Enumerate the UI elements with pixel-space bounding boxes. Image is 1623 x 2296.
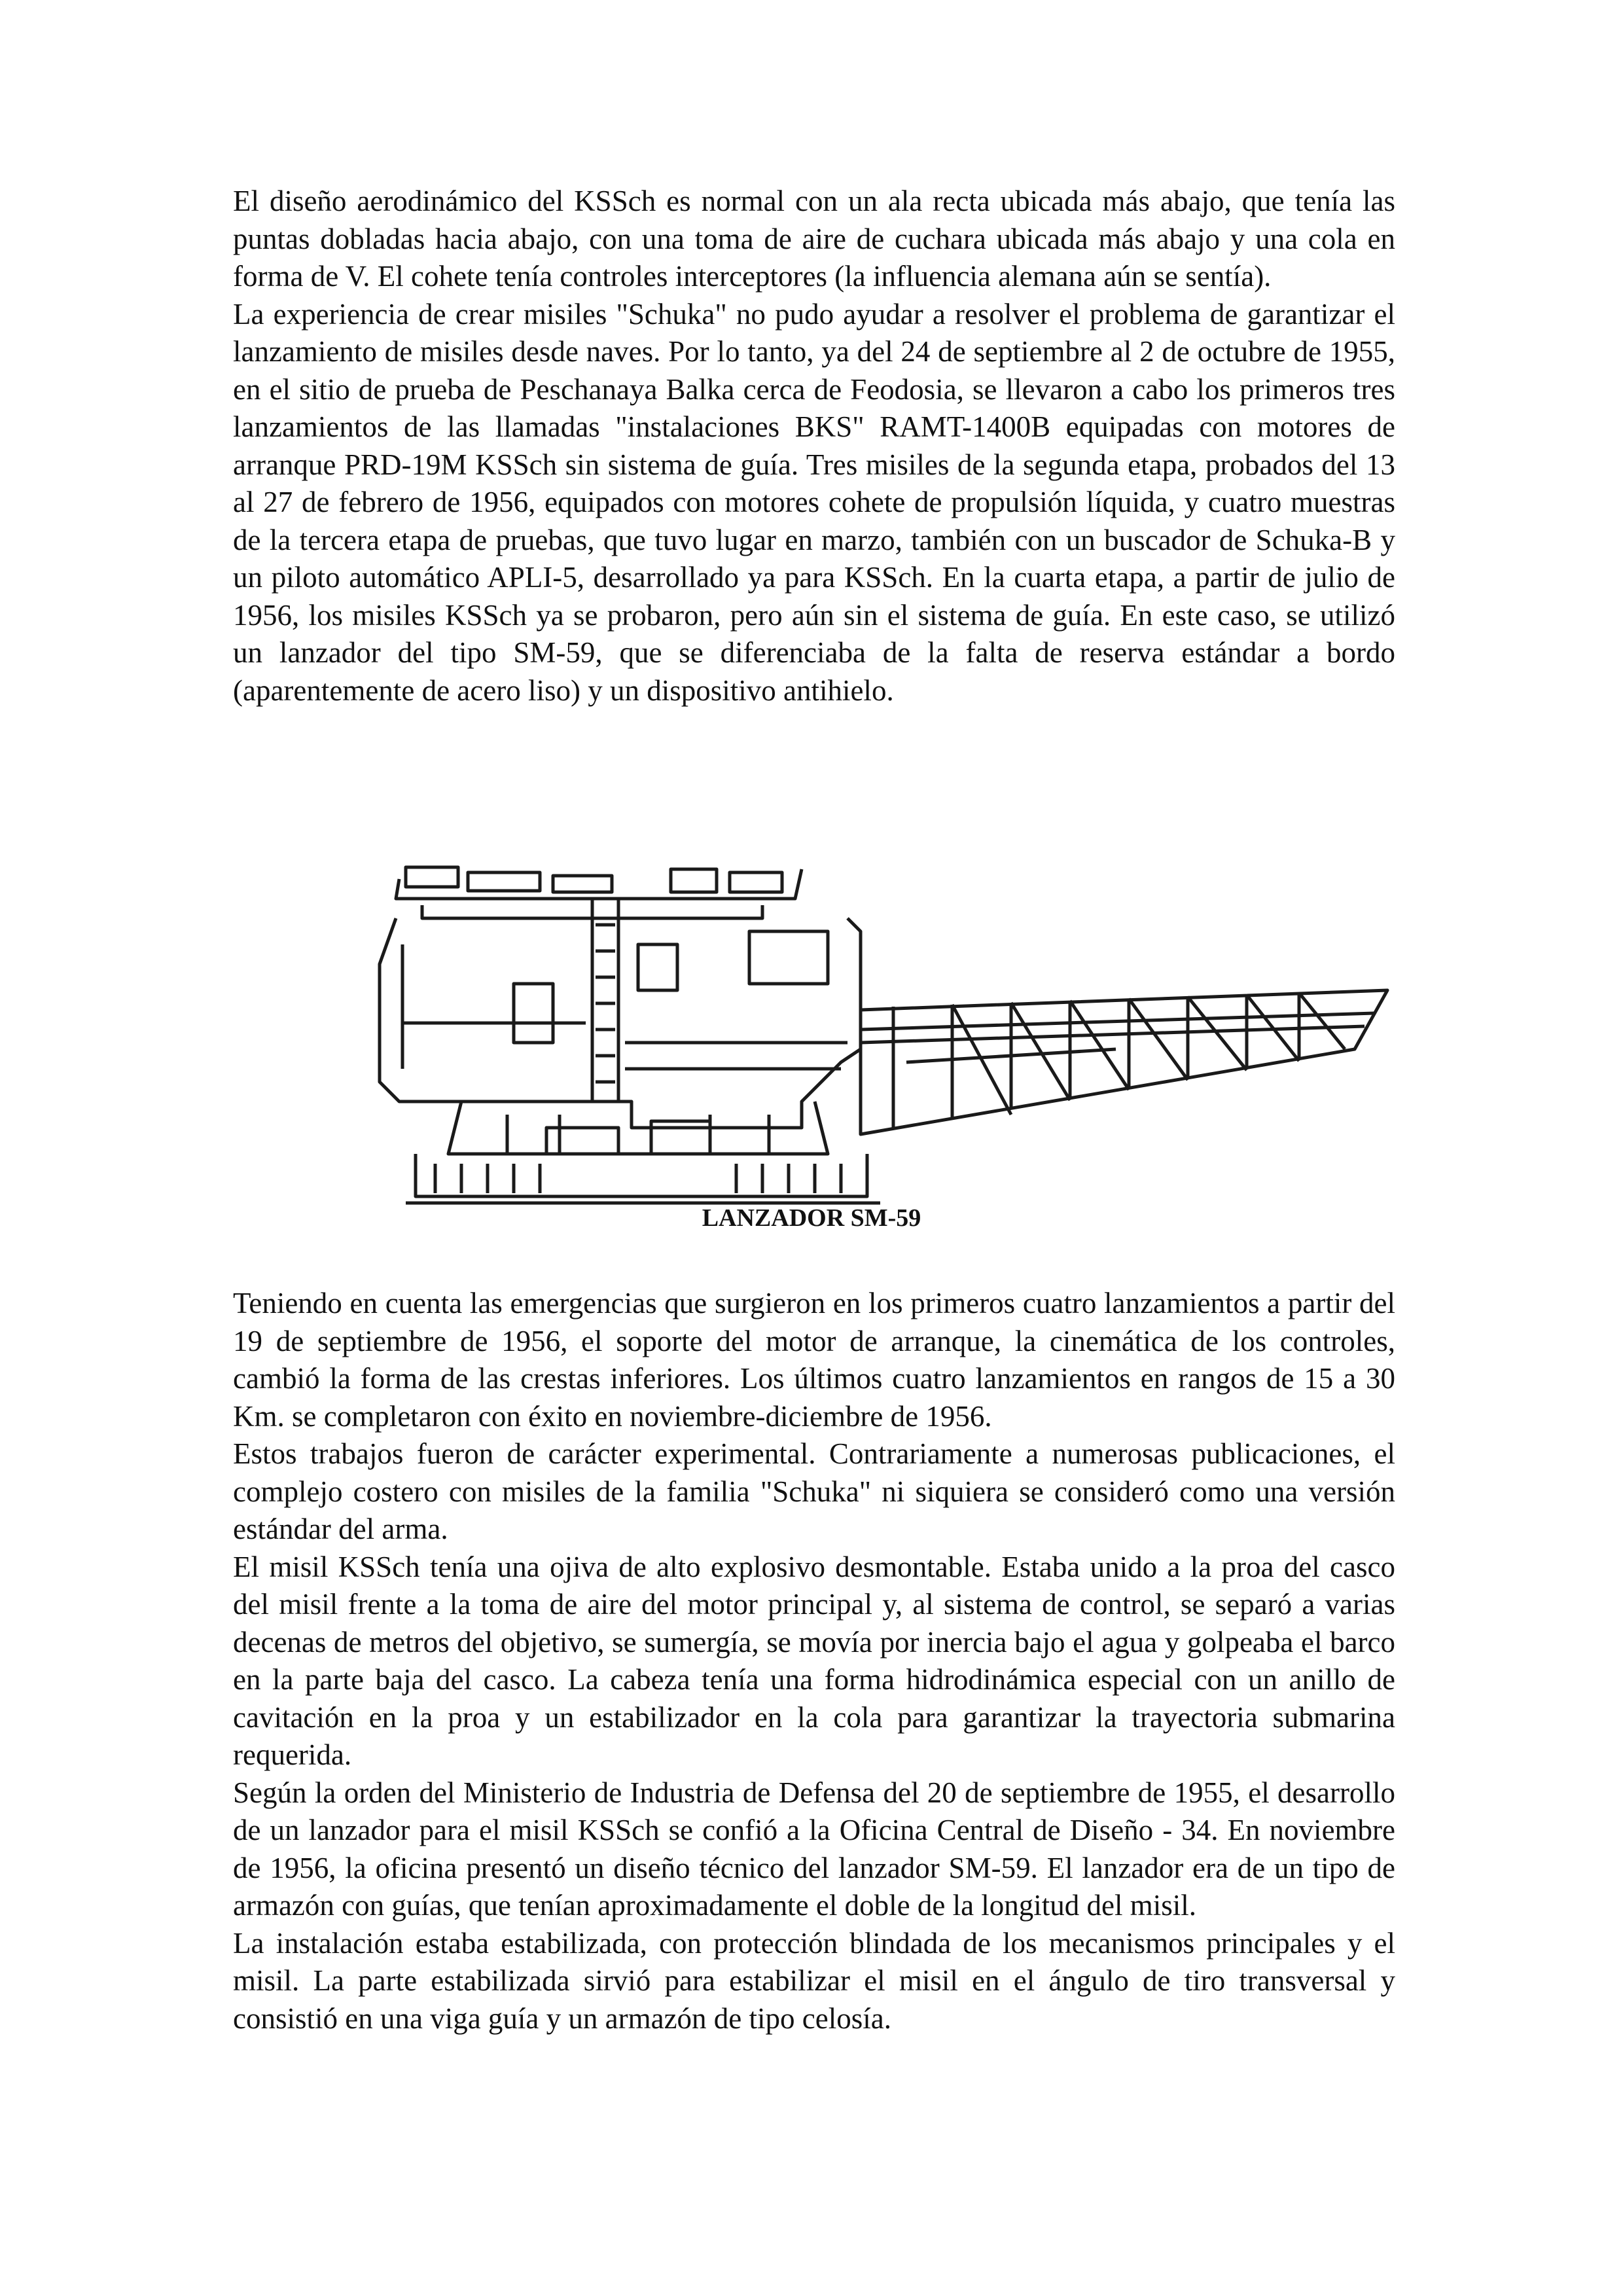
figure-caption: LANZADOR SM-59 — [702, 1204, 921, 1232]
paragraph: El misil KSSch tenía una ojiva de alto explosivo desmontable. Estaba unido a la proa del casco del misil frente a la toma de aire del motor principal y, al sistema de control, se separó a varias decenas de metros del objetivo, se sumergía, se movía por inercia bajo el agua y golpeaba el barco en la parte baja del casco. La cabeza tenía una forma hidrodinámica especial con un anillo de cavitación en la proa y un estabilizador en la cola para garantizar la trayectoria submarina requerida. — [233, 1550, 1395, 1771]
text-block-bottom — [233, 1285, 1395, 2037]
text-block-top — [233, 183, 1395, 709]
paragraph: La instalación estaba estabilizada, con protección blindada de los mecanismos principales y el misil. La parte estabilizada sirvió para estabilizar el misil en el ángulo de tiro transversal y consistió en una viga guía y un armazón de tipo celosía. — [233, 1926, 1395, 2035]
paragraph: Estos trabajos fueron de carácter experimental. Contrariamente a numerosas publicaciones, el complejo costero con misiles de la familia "Schuka" ni siquiera se consideró como una versión estándar del arma. — [233, 1437, 1395, 1545]
paragraph: Teniendo en cuenta las emergencias que surgieron en los primeros cuatro lanzamientos a partir del 19 de septiembre de 1956, el soporte del motor de arranque, la cinemática de los controles, cambió la forma de las crestas inferiores. Los últimos cuatro lanzamientos en rangos de 15 a 30 Km. se completaron con éxito en noviembre-diciembre de 1956. — [233, 1287, 1395, 1433]
paragraph: Según la orden del Ministerio de Industria de Defensa del 20 de septiembre de 1955, el desarrollo de un lanzador para el misil KSSch se confió a la Oficina Central de Diseño - 34. En noviembre de 1956, la oficina presentó un diseño técnico del lanzador SM-59. El lanzador era de un tipo de armazón con guías, que tenían aproximadamente el doble de la longitud del misil. — [233, 1776, 1395, 1922]
paragraph: El diseño aerodinámico del KSSch es normal con un ala recta ubicada más abajo, que tenía las puntas dobladas hacia abajo, con una toma de aire de cuchara ubicada más abajo y una cola en forma de V. El cohete tenía controles interceptores (la influencia alemana aún se sentía). — [233, 185, 1395, 293]
paragraph: La experiencia de crear misiles "Schuka" no pudo ayudar a resolver el problema de garantizar el lanzamiento de misiles desde naves. Por lo tanto, ya del 24 de septiembre al 2 de octubre de 1955, en el sitio de prueba de Peschanaya Balka cerca de Feodosia, se llevaron a cabo los primeros tres lanzamientos de las llamadas "instalaciones BKS" RAMT-1400B equipadas con motores de arranque PRD-19M KSSch sin sistema de guía. Tres misiles de la segunda etapa, probados del 13 al 27 de febrero de 1956, equipados con motores cohete de propulsión líquida, y cuatro muestras de la tercera etapa de pruebas, que tuvo lugar en marzo, también con un buscador de Schuka-B y un piloto automático APLI-5, desarrollado ya para KSSch. En la cuarta etapa, a partir de julio de 1956, los misiles KSSch ya se probaron, pero aún sin el sistema de guía. En este caso, se utilizó un lanzador del tipo SM-59, que se diferenciaba de la falta de reserva estándar a bordo (aparentemente de acero liso) y un dispositivo antihielo. — [233, 297, 1395, 707]
launcher-drawing — [344, 853, 1404, 1219]
launcher-figure — [344, 853, 1404, 1219]
